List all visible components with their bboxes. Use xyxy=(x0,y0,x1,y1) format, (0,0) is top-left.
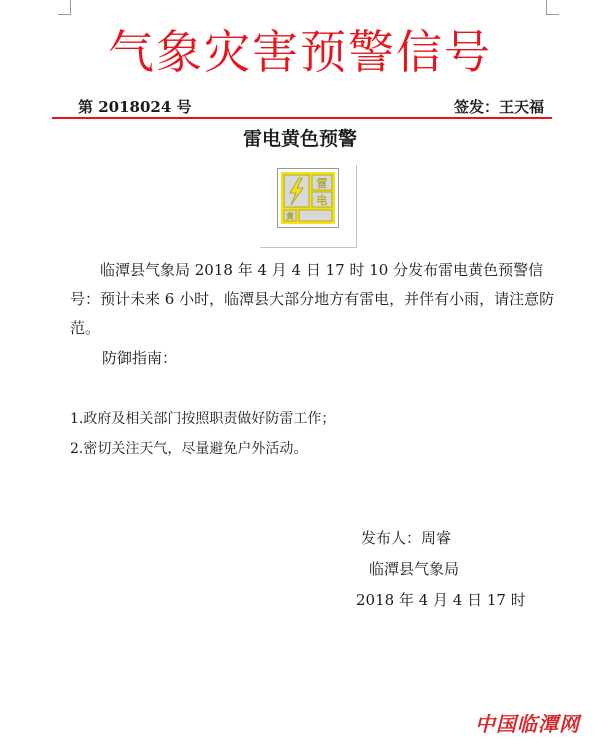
publisher: 发布人：周睿 xyxy=(361,529,452,547)
site-watermark-logo: 中国临潭网 xyxy=(475,712,580,736)
defense-guide-heading: 防御指南： xyxy=(102,349,178,367)
crop-mark-top-right xyxy=(546,14,559,15)
list-item: 1.政府及相关部门按照职责做好防雷工作； xyxy=(70,411,336,427)
signal-glyph-top: 雷 xyxy=(316,177,328,190)
header-divider xyxy=(52,117,552,119)
list-item: 2.密切关注天气，尽量避免户外活动。 xyxy=(70,441,308,457)
crop-mark-top-left xyxy=(70,0,71,14)
thunder-yellow-signal-icon xyxy=(260,165,357,248)
document-number: 第 2018024 号 xyxy=(78,98,192,116)
warning-title: 雷电黄色预警 xyxy=(242,128,357,150)
defense-guide-list xyxy=(70,404,335,464)
issue-date: 2018 年 4 月 4 日 17 时 xyxy=(356,591,526,609)
issuing-organization: 临潭县气象局 xyxy=(369,560,460,578)
signal-glyph-bottom: 电 xyxy=(316,194,328,207)
masthead-title: 气象灾害预警信号 xyxy=(108,25,492,79)
crop-mark-top-left xyxy=(58,14,71,15)
signal-glyph-level: 黄 xyxy=(286,212,294,221)
signer: 签发：王天福 xyxy=(453,98,544,116)
signal-graphic xyxy=(277,168,339,228)
warning-paragraph: 临潭县气象局 2018 年 4 月 4 日 17 时 10 分发布雷电黄色预警信号：预计未来 6 小时，临潭县大部分地方有雷电，并伴有小雨，请注意防范。 xyxy=(70,261,555,337)
crop-mark-top-right xyxy=(546,0,547,14)
